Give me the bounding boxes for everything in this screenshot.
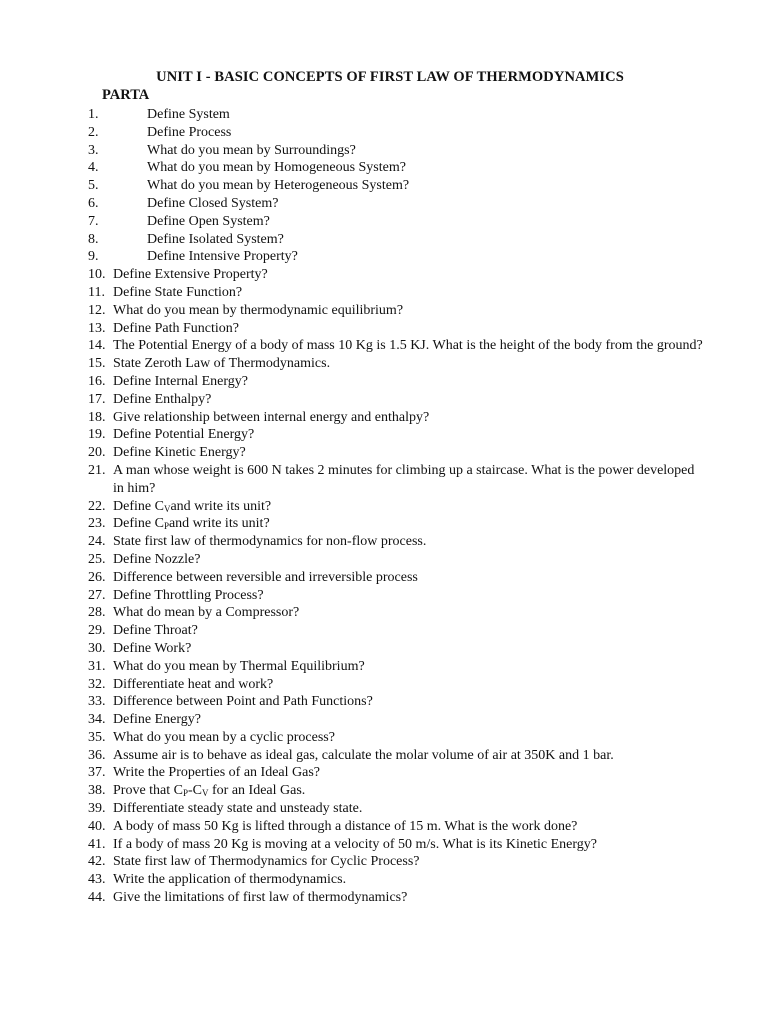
question-text: What do you mean by Surroundings? (147, 142, 356, 158)
question-number: 30. (88, 640, 106, 656)
list-item (88, 836, 708, 854)
question-number: 15. (88, 356, 106, 372)
question-text: A man whose weight is 600 N takes 2 minutes for climbing up a staircase. What is the power developed in him? (113, 462, 695, 496)
question-text: Define Throat? (113, 623, 198, 639)
question-number: 32. (88, 676, 106, 692)
list-item (88, 106, 708, 124)
section-heading: PARTA (102, 87, 150, 103)
question-number: 22. (88, 498, 106, 514)
subscript: V (163, 503, 171, 514)
question-text: Difference between reversible and irreversible process (113, 569, 418, 585)
list-item (88, 391, 708, 409)
question-text-part: Define C (113, 516, 164, 532)
list-item (88, 320, 708, 338)
list-item (88, 462, 708, 498)
question-number: 29. (88, 623, 106, 639)
question-number: 12. (88, 302, 106, 318)
subscript: P (183, 788, 189, 799)
question-text-part: Prove that C (113, 783, 183, 799)
question-number: 31. (88, 658, 106, 674)
question-text: Define Enthalpy? (113, 391, 212, 407)
list-item (88, 142, 708, 160)
question-number: 44. (88, 890, 106, 906)
list-item (88, 409, 708, 427)
question-number: 43. (88, 872, 106, 888)
question-number: 19. (88, 427, 106, 443)
question-number: 38. (88, 783, 106, 799)
question-number: 24. (88, 534, 106, 550)
question-number: 41. (88, 836, 106, 852)
list-item (88, 693, 708, 711)
question-text: Define Throttling Process? (113, 587, 264, 603)
question-text: Define Extensive Property? (113, 267, 268, 283)
question-number: 40. (88, 818, 106, 834)
question-text: Give relationship between internal energy and enthalpy? (113, 409, 430, 425)
question-text-part: Define C (113, 498, 164, 514)
question-text: Differentiate steady state and unsteady state. (113, 801, 363, 817)
question-number: 33. (88, 694, 106, 710)
question-number: 5. (88, 178, 99, 194)
question-text: Define Work? (113, 640, 192, 656)
question-number: 36. (88, 747, 106, 763)
question-number: 13. (88, 320, 106, 336)
question-number: 28. (88, 605, 106, 621)
question-number: 27. (88, 587, 106, 603)
question-text: What do you mean by a cyclic process? (113, 729, 335, 745)
question-text: What do mean by a Compressor? (113, 605, 300, 621)
list-item (88, 782, 708, 800)
question-number: 4. (88, 160, 99, 176)
list-item (88, 711, 708, 729)
list-item (88, 800, 708, 818)
list-item (88, 373, 708, 391)
question-text: What do you mean by thermodynamic equilibrium? (113, 302, 404, 318)
question-text: Define State Function? (113, 284, 243, 300)
question-list (88, 106, 708, 907)
question-text: A body of mass 50 Kg is lifted through a distance of 15 m. What is the work done? (113, 818, 578, 834)
question-text: Define Open System? (147, 213, 270, 229)
list-item (88, 818, 708, 836)
list-item (88, 159, 708, 177)
list-item (88, 871, 708, 889)
question-text: Define Internal Energy? (113, 373, 249, 389)
list-item (88, 515, 708, 533)
list-item (88, 177, 708, 195)
question-text: Define Kinetic Energy? (113, 445, 246, 461)
list-item (88, 747, 708, 765)
question-text (113, 515, 708, 533)
question-number: 35. (88, 729, 106, 745)
question-text: Write the application of thermodynamics. (113, 872, 347, 888)
question-text: Define Intensive Property? (147, 249, 298, 265)
question-text: Define Energy? (113, 712, 201, 728)
question-text: Define Nozzle? (113, 551, 201, 567)
question-text: State first law of thermodynamics for non-flow process. (113, 534, 427, 550)
list-item (88, 426, 708, 444)
list-item (88, 444, 708, 462)
list-item (88, 284, 708, 302)
list-item (88, 587, 708, 605)
question-text: State Zeroth Law of Thermodynamics. (113, 356, 331, 372)
question-text: Define Path Function? (113, 320, 239, 336)
question-text: Write the Properties of an Ideal Gas? (113, 765, 321, 781)
question-number: 42. (88, 854, 106, 870)
question-number: 1. (88, 107, 99, 122)
list-item (88, 302, 708, 320)
question-text: If a body of mass 20 Kg is moving at a velocity of 50 m/s. What is its Kinetic Energy? (113, 836, 597, 852)
question-number: 39. (88, 801, 106, 817)
question-number: 25. (88, 551, 106, 567)
question-text: Define System (147, 107, 230, 122)
question-text: What do you mean by Thermal Equilibrium? (113, 658, 365, 674)
list-item (88, 764, 708, 782)
list-item (88, 266, 708, 284)
question-number: 6. (88, 195, 99, 211)
question-number: 9. (88, 249, 99, 265)
question-text-part: for an Ideal Gas. (208, 783, 306, 799)
list-item (88, 355, 708, 373)
question-text: Assume air is to behave as ideal gas, calculate the molar volume of air at 350K and 1 bar. (113, 747, 614, 763)
list-item (88, 569, 708, 587)
list-item (88, 551, 708, 569)
question-number: 11. (88, 284, 105, 300)
question-number: 37. (88, 765, 106, 781)
list-item (88, 124, 708, 142)
question-text-part: -C (188, 783, 203, 799)
subscript: V (202, 788, 209, 799)
list-item (88, 213, 708, 231)
list-item (88, 658, 708, 676)
question-text: State first law of Thermodynamics for Cyclic Process? (113, 854, 420, 870)
question-number: 3. (88, 142, 99, 158)
question-text-part: and write its unit? (170, 498, 272, 514)
list-item (88, 195, 708, 213)
list-item (88, 729, 708, 747)
question-text: Define Process (147, 124, 232, 140)
question-text: Give the limitations of first law of thermodynamics? (113, 890, 408, 906)
question-number: 17. (88, 391, 106, 407)
question-text (113, 782, 708, 800)
question-text: Define Closed System? (147, 195, 279, 211)
question-text (113, 498, 708, 516)
question-text: Differentiate heat and work? (113, 676, 274, 692)
question-text: Define Isolated System? (147, 231, 284, 247)
question-number: 18. (88, 409, 106, 425)
question-text: Difference between Point and Path Functions? (113, 694, 373, 710)
list-item (88, 337, 708, 355)
question-number: 16. (88, 373, 106, 389)
list-item (88, 604, 708, 622)
list-item (88, 498, 708, 516)
subscript: P (163, 521, 169, 532)
question-number: 21. (88, 462, 106, 478)
question-text-part: and write its unit? (168, 516, 270, 532)
list-item (88, 622, 708, 640)
list-item (88, 640, 708, 658)
question-number: 7. (88, 213, 99, 229)
question-number: 20. (88, 445, 106, 461)
question-number: 8. (88, 231, 99, 247)
question-number: 10. (88, 267, 106, 283)
question-text: What do you mean by Homogeneous System? (147, 160, 406, 176)
page-title: UNIT I - BASIC CONCEPTS OF FIRST LAW OF THERMODYNAMICS (156, 69, 624, 85)
list-item (88, 231, 708, 249)
question-number: 34. (88, 712, 106, 728)
list-item (88, 889, 708, 907)
question-number: 26. (88, 569, 106, 585)
question-text: The Potential Energy of a body of mass 10 Kg is 1.5 KJ. What is the height of the body from the ground? (113, 338, 703, 354)
list-item (88, 853, 708, 871)
list-item (88, 533, 708, 551)
question-number: 2. (88, 124, 99, 140)
question-number: 14. (88, 338, 106, 354)
question-text: Define Potential Energy? (113, 427, 255, 443)
list-item (88, 676, 708, 694)
question-number: 23. (88, 516, 106, 532)
list-item (88, 248, 708, 266)
question-text: What do you mean by Heterogeneous System? (147, 178, 410, 194)
